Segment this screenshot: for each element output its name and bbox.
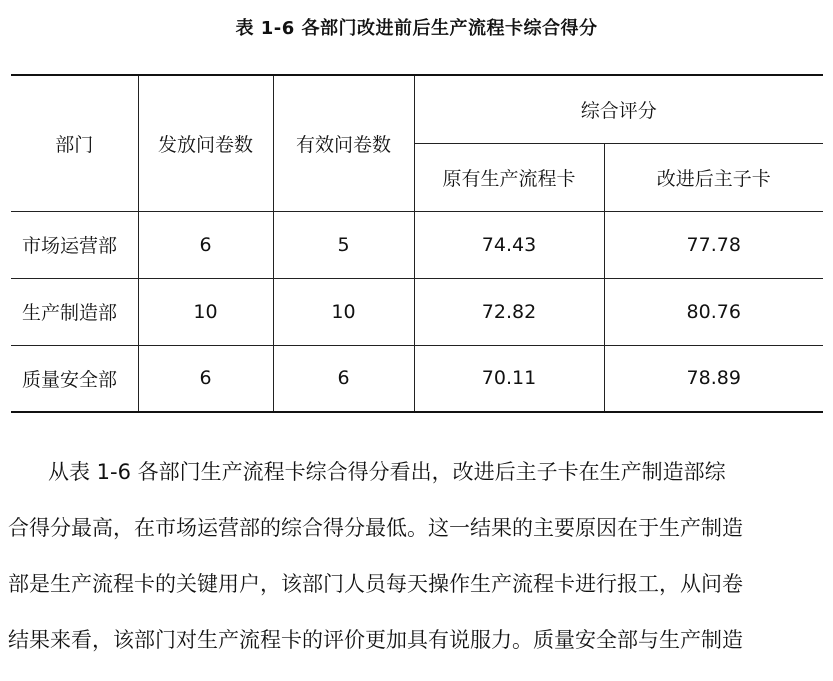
paragraph-line: 结果来看，该部门对生产流程卡的评价更加具有说服力。质量安全部与生产制造 — [8, 628, 743, 652]
header-valid: 有效问卷数 — [273, 75, 414, 211]
table-row — [11, 211, 823, 278]
header-score-after: 改进后主子卡 — [604, 143, 823, 211]
header-score-before: 原有生产流程卡 — [414, 143, 604, 211]
cell-valid: 10 — [273, 278, 414, 345]
header-row — [11, 75, 823, 143]
header-score-group: 综合评分 — [414, 75, 823, 143]
cell-after: 77.78 — [604, 211, 823, 278]
header-issued: 发放问卷数 — [138, 75, 273, 211]
cell-dept: 质量安全部 — [11, 345, 138, 412]
score-table — [11, 74, 823, 413]
cell-issued: 6 — [138, 211, 273, 278]
header-dept: 部门 — [11, 75, 138, 211]
paragraph-line: 部是生产流程卡的关键用户，该部门人员每天操作生产流程卡进行报工，从问卷 — [8, 572, 743, 596]
cell-before: 72.82 — [414, 278, 604, 345]
cell-dept: 市场运营部 — [11, 211, 138, 278]
cell-dept: 生产制造部 — [11, 278, 138, 345]
table-row — [11, 345, 823, 412]
cell-before: 74.43 — [414, 211, 604, 278]
cell-valid: 5 — [273, 211, 414, 278]
cell-issued: 6 — [138, 345, 273, 412]
cell-after: 78.89 — [604, 345, 823, 412]
paragraph-line: 从表 1-6 各部门生产流程卡综合得分看出，改进后主子卡在生产制造部综 — [48, 460, 726, 484]
table-title: 表 1-6 各部门改进前后生产流程卡综合得分 — [235, 18, 598, 39]
cell-before: 70.11 — [414, 345, 604, 412]
paragraph-line: 合得分最高，在市场运营部的综合得分最低。这一结果的主要原因在于生产制造 — [8, 516, 743, 540]
cell-after: 80.76 — [604, 278, 823, 345]
cell-issued: 10 — [138, 278, 273, 345]
cell-valid: 6 — [273, 345, 414, 412]
table-row — [11, 278, 823, 345]
body-paragraph — [8, 444, 830, 668]
